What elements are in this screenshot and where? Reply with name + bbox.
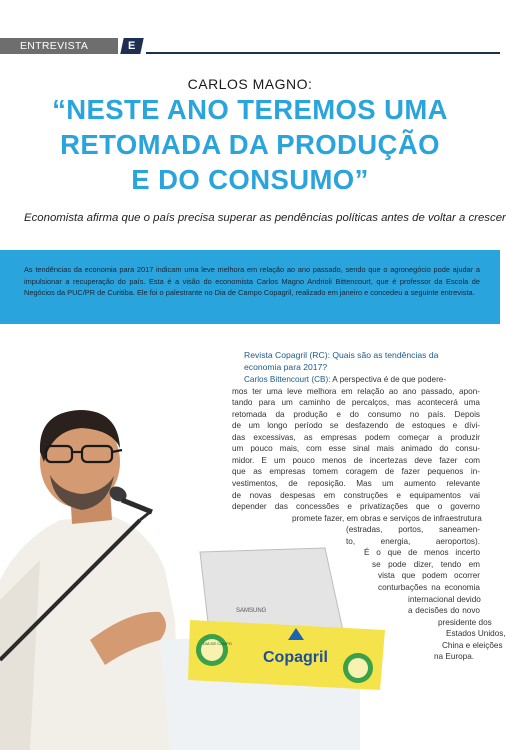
answer-wrap-line: China e eleições xyxy=(442,640,503,650)
answer-line: mos ter uma leve melhora em relação ao ano passado, apon- xyxy=(232,386,480,396)
section-label: ENTREVISTA xyxy=(20,40,89,52)
answer-line: midor. E um pouco menos de incertezas deve fazer com xyxy=(232,455,480,465)
answer-line: depender das concessões e privatizações que o governo xyxy=(232,502,480,512)
subtitle: Economista afirma que o país precisa superar as pendências políticas antes de voltar a crescer xyxy=(24,212,506,224)
answer-line: de novas despesas em construções e equipamentos vai xyxy=(232,490,480,500)
answer-line: vestimentos, de reposição. Mas um aumento relevante xyxy=(232,478,480,488)
answer-line: de um longo período se desfazendo de estoques e dívi- xyxy=(232,421,480,431)
answer-line: retomada da produção e do consumo no país. Depois xyxy=(232,409,480,419)
answer-wrap-line: se pode dizer, tendo em xyxy=(372,559,480,569)
answer-first-text: A perspectiva é de que podere- xyxy=(332,375,447,384)
answer-line: que as empresas tomem coragem de fazer pequenos in- xyxy=(232,467,480,477)
headline xyxy=(0,92,500,197)
answer-wrap-line: conturbações na economia xyxy=(378,582,480,592)
answer-first-line xyxy=(244,374,480,386)
interviewee-name: CARLOS MAGNO: xyxy=(187,76,313,92)
svg-text:SAMSUNG: SAMSUNG xyxy=(236,608,267,614)
section-header xyxy=(0,38,500,54)
lead-box xyxy=(0,250,500,324)
section-rule xyxy=(146,52,500,54)
question-line-1: Revista Copagril (RC): Quais são as tendências da xyxy=(244,350,439,360)
answer-wrap-line: to, energia, aeroportos). xyxy=(346,536,480,546)
answer-line: tando para um caminho de percalços, mas acontecerá uma xyxy=(232,398,480,408)
answer-line: um pouco mais, com esse sinal mais animado do consu- xyxy=(232,444,480,454)
answer-wrap-line: (estradas, portos, saneamen- xyxy=(346,525,480,535)
answer-wrap-line: vista que podem ocorrer xyxy=(378,571,480,581)
lead-paragraph: As tendências da economia para 2017 indicam uma leve melhora em relação ao ano passado, sendo que o agronegócio pode ajudar a impulsionar a recuperação do país. Esta é a visão do economista Carlos Magno Andrioli Bittencourt, que é professor da Escola de Negócios da PUC/PR de Curitiba. Ele foi o palestrante no Dia de Campo Copagril, realizado em janeiro e concedeu a seguinte entrevista. xyxy=(24,265,480,298)
answer-wrap-line: É o que de menos incerto xyxy=(364,548,480,558)
question-line-2: economia para 2017? xyxy=(244,361,328,372)
answer-wrap-line: na Europa. xyxy=(434,652,475,662)
svg-text:Copagril: Copagril xyxy=(263,649,328,666)
section-badge: E xyxy=(120,38,143,54)
headline-line-2: RETOMADA DA PRODUÇÃO xyxy=(60,129,440,160)
answer-wrap-block xyxy=(232,513,506,663)
headline-line-3: E DO CONSUMO” xyxy=(131,164,369,195)
answer-wrap-line: presidente dos xyxy=(438,617,492,627)
answer-speaker: Carlos Bittencourt (CB): xyxy=(244,375,331,384)
headline-line-1: “NESTE ANO TEREMOS UMA xyxy=(52,94,448,125)
answer-wrap-line: promete fazer, em obras e serviços de infraestrutura xyxy=(292,513,482,523)
answer-wrap-line: Estados Unidos, xyxy=(446,629,506,639)
answer-wrap-line: a decisões do novo xyxy=(408,606,480,616)
svg-text:DIA DE CAMPO: DIA DE CAMPO xyxy=(203,641,232,646)
answer-wrap-line: internacional devido xyxy=(408,594,481,604)
answer-full-block xyxy=(232,386,480,513)
answer-line: das excessivas, as empresas podem começar a produzir xyxy=(232,432,480,442)
interview-text xyxy=(244,350,480,373)
